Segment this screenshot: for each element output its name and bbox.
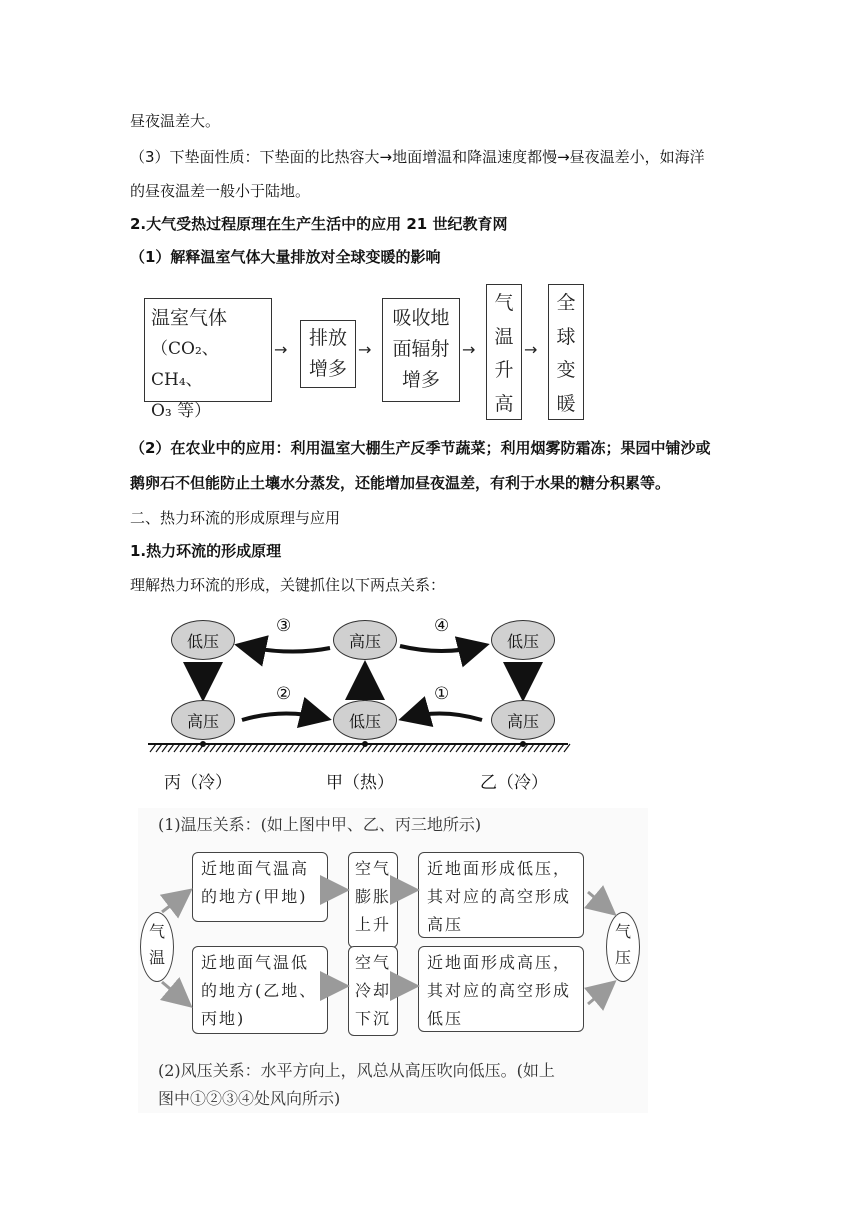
oval-high-top-center: 高压 xyxy=(333,620,397,660)
heading-circulation-principle: 1.热力环流的形成原理 xyxy=(130,542,282,560)
paragraph-agriculture-2: 鹅卵石不但能防止土壤水分蒸发，还能增加昼夜温差，有利于水果的糖分积累等。 xyxy=(130,474,671,492)
box2-line1: 排放 xyxy=(308,327,347,349)
box-low-temp-place: 近地面气温低的地方(乙地、丙地) xyxy=(192,946,328,1034)
arrow-1-wind xyxy=(406,713,482,720)
box-emission-increase xyxy=(300,320,356,388)
label-yi-cold: 乙（冷） xyxy=(480,773,548,793)
ellipse-temperature xyxy=(140,912,174,982)
box4-char2: 温 xyxy=(494,325,514,348)
box-low-pressure-surface: 近地面形成低压，其对应的高空形成高压 xyxy=(418,852,584,938)
intro-two-relations: 理解热力环流的形成，关键抓住以下两点关系： xyxy=(130,576,446,594)
arrow-3-wind xyxy=(242,646,330,652)
greenhouse-flowchart xyxy=(138,282,596,422)
label-num-2: ② xyxy=(276,684,292,704)
subheading-greenhouse: （1）解释温室气体大量排放对全球变暖的影响 xyxy=(130,248,441,266)
box1-line1: 温室气体 xyxy=(151,307,228,329)
arrow-2: → xyxy=(358,340,372,359)
paragraph-underlying-surface-2: 的昼夜温差一般小于陆地。 xyxy=(130,182,311,200)
caption-wind-pressure-2: 图中①②③④处风向所示) xyxy=(158,1089,341,1108)
text-line-top: 昼夜温差大。 xyxy=(130,112,221,130)
paragraph-underlying-surface-1: （3）下垫面性质：下垫面的比热容大→地面增温和降温速度都慢→昼夜温差小，如海洋 xyxy=(130,148,705,166)
oval-low-top-left: 低压 xyxy=(171,620,235,660)
arrow-4-wind xyxy=(400,646,482,651)
heading-application: 2.大气受热过程原理在生产生活中的应用 21 世纪教育网 xyxy=(130,215,508,233)
ellipse-pressure xyxy=(606,912,640,982)
box-high-pressure-surface: 近地面形成高压，其对应的高空形成低压 xyxy=(418,946,584,1032)
caption-wind-pressure-1: (2)风压关系：水平方向上，风总从高压吹向低压。(如上 xyxy=(158,1061,555,1080)
ellipse-pressure-text: 气压 xyxy=(614,922,631,967)
label-num-3: ③ xyxy=(276,616,292,636)
box1-line2: （CO₂、CH₄、 xyxy=(151,339,219,390)
box-air-rise: 空气膨胀上升 xyxy=(348,852,398,948)
oval-low-bottom-center: 低压 xyxy=(333,700,397,740)
caption-temp-pressure: (1)温压关系：(如上图中甲、乙、丙三地所示) xyxy=(158,815,482,834)
box-greenhouse-gases xyxy=(144,298,272,421)
box3-line3: 增多 xyxy=(401,369,440,391)
ellipse-temperature-text: 气温 xyxy=(148,922,165,967)
box1-line3: O₃ 等） xyxy=(151,401,212,421)
thermal-circulation-diagram xyxy=(142,604,572,800)
oval-high-bottom-right: 高压 xyxy=(491,700,555,740)
ground-hatching xyxy=(150,744,570,752)
arrow-4: → xyxy=(524,340,538,359)
label-num-1: ① xyxy=(434,684,450,704)
arrow-3: → xyxy=(462,340,476,359)
box-temperature-rise xyxy=(486,284,522,420)
box5-char1: 全 xyxy=(556,292,576,315)
oval-high-bottom-left: 高压 xyxy=(171,700,235,740)
temperature-pressure-section xyxy=(138,808,648,1113)
box4-char3: 升 xyxy=(494,359,514,382)
label-jia-hot: 甲（热） xyxy=(326,773,394,793)
section-title-circulation: 二、热力环流的形成原理与应用 xyxy=(130,509,341,527)
box-air-sink: 空气冷却下沉 xyxy=(348,946,398,1036)
box5-char4: 暖 xyxy=(556,392,576,415)
box4-char1: 气 xyxy=(494,292,514,315)
arrow-2-wind xyxy=(242,713,324,720)
oval-low-top-right: 低压 xyxy=(491,620,555,660)
box3-line2: 面辐射 xyxy=(392,338,450,360)
label-bing-cold: 丙（冷） xyxy=(164,773,232,793)
box-global-warming xyxy=(548,284,584,420)
label-num-4: ④ xyxy=(434,616,450,636)
box5-char3: 变 xyxy=(556,359,576,382)
paragraph-agriculture-1: （2）在农业中的应用：利用温室大棚生产反季节蔬菜；利用烟雾防霜冻；果园中铺沙或 xyxy=(130,439,711,457)
box-high-temp-place: 近地面气温高的地方(甲地) xyxy=(192,852,328,922)
arrow-1: → xyxy=(274,340,288,359)
box2-line2: 增多 xyxy=(308,358,347,380)
box3-line1: 吸收地 xyxy=(392,307,450,329)
box4-char4: 高 xyxy=(494,392,514,415)
box5-char2: 球 xyxy=(556,325,576,348)
box-absorb-radiation xyxy=(382,298,460,402)
